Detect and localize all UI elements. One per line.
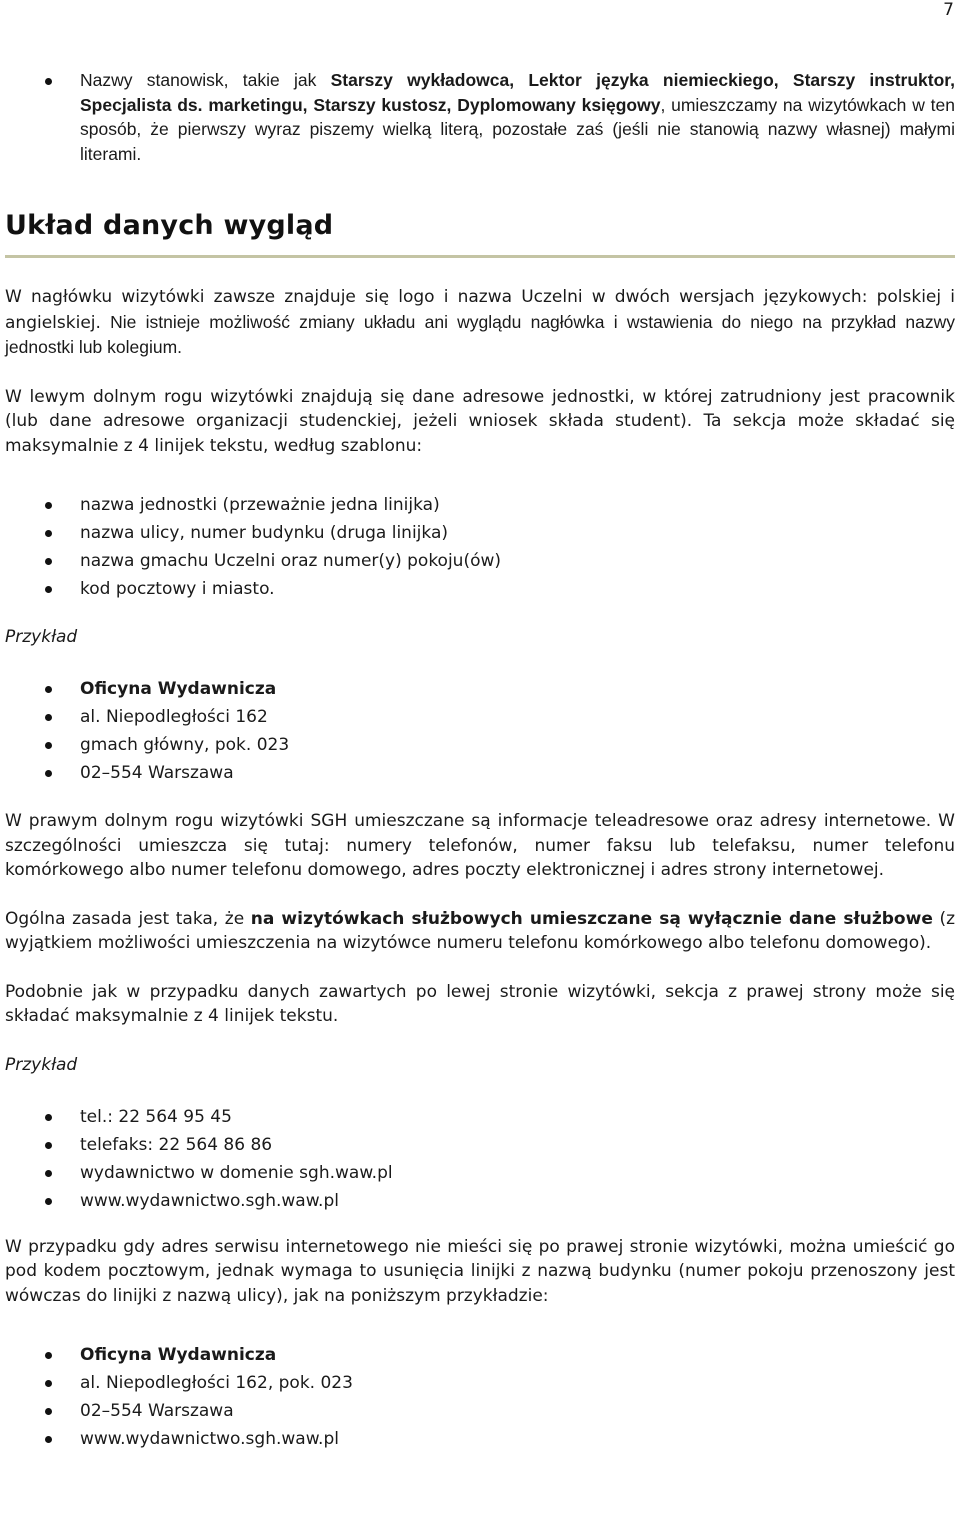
list-item: kod pocztowy i miasto. [5,575,955,603]
paragraph-header-info [5,285,955,361]
list-item: 02–554 Warszawa [5,759,955,787]
intro-text: Nazwy stanowisk, takie jak [80,70,331,90]
heading-rule [5,255,955,258]
paragraph-left-corner: W lewym dolnym rogu wizytówki znajdują się dane adresowe jednostki, w której zatrudniony jest pracownik (lub dane adresowe organizacji studenckiej, jeżeli wniosek składa student). Ta sekcja może składać się maksymalnie z 4 linijek tekstu, według szablonu: [5,386,955,456]
list-item: al. Niepodległości 162 [5,703,955,731]
list-item: nazwa ulicy, numer budynku (druga linijka) [5,519,955,547]
paragraph-right-corner: W prawym dolnym rogu wizytówki SGH umieszczane są informacje teleadresowe oraz adresy internetowe. W szczególności umieszcza się tutaj: numery telefonów, numer faksu lub telefaksu, numer telefonu komórkowego albo numer telefonu domowego, adres poczty elektronicznej i adres strony internetowej. [5,811,955,880]
unit-name: Oficyna Wydawnicza [80,679,277,699]
example-label: Przykład [5,1054,78,1075]
list-item [5,675,955,703]
intro-list [5,68,955,166]
list-item: www.wydawnictwo.sgh.waw.pl [5,1187,955,1215]
list-item [5,68,955,166]
unit-name: Oficyna Wydawnicza [80,1345,277,1365]
intro-text-rest: , umieszczamy na wizytówkach w ten sposób, że pierwszy wyraz piszemy wielką literą, pozostałe zaś (jeśli nie stanowią nazwy własnej) małymi literami. [80,94,955,164]
paragraph-text-arial: Nie istnieje możliwość zmiany układu ani wyglądu nagłówka i wstawienia do niego na przykład nazwy jednostki lub kolegium. [5,311,955,357]
list-item: gmach główny, pok. 023 [5,731,955,759]
section-heading: Układ danych wygląd [5,210,334,241]
list-item [5,1341,955,1369]
document-body [5,68,955,1453]
paragraph-general-rule [5,907,955,956]
emphasis-text: na wizytówkach służbowych umieszczane są wyłącznie dane służbowe [250,908,933,929]
list-item: 02–554 Warszawa [5,1397,955,1425]
example-list-left [5,675,955,787]
paragraph-text: (z wyjątkiem możliwości umieszczenia na wizytówce numeru telefonu komórkowego albo telefonu domowego). [5,908,955,953]
list-item: tel.: 22 564 95 45 [5,1103,955,1131]
page-number: 7 [943,0,954,20]
position-names: Starszy wykładowca, Lektor języka niemieckiego, Starszy instruktor, Specjalista ds. marketingu, Starszy kustosz, Dyplomowany księgowy [80,70,955,115]
paragraph-website-case: W przypadku gdy adres serwisu internetowego nie mieści się po prawej stronie wizytówki, można umieścić go pod kodem pocztowym, jednak wymaga to usunięcia linijki z nazwą budynku (numer pokoju przenoszony jest wówczas do linijki z nazwą ulicy), jak na poniższym przykładzie: [5,1236,955,1306]
list-item: www.wydawnictwo.sgh.waw.pl [5,1425,955,1453]
example-list-right [5,1103,955,1215]
template-list [5,491,955,603]
list-item: nazwa jednostki (przeważnie jedna linijka) [5,491,955,519]
list-item: nazwa gmachu Uczelni oraz numer(y) pokoju(ów) [5,547,955,575]
list-item: telefaks: 22 564 86 86 [5,1131,955,1159]
list-item: al. Niepodległości 162, pok. 023 [5,1369,955,1397]
example-list-combined [5,1341,955,1453]
paragraph-text: Ogólna zasada jest taka, że [5,908,251,929]
paragraph-right-section: Podobnie jak w przypadku danych zawartych po lewej stronie wizytówki, sekcja z prawej strony może się składać maksymalnie z 4 linijek tekstu. [5,981,955,1026]
list-item: wydawnictwo w domenie sgh.waw.pl [5,1159,955,1187]
example-label: Przykład [5,627,78,647]
paragraph-text: W nagłówku wizytówki zawsze znajduje się logo i nazwa Uczelni w dwóch wersjach językowych: polskiej i angielskiej. [5,287,955,333]
